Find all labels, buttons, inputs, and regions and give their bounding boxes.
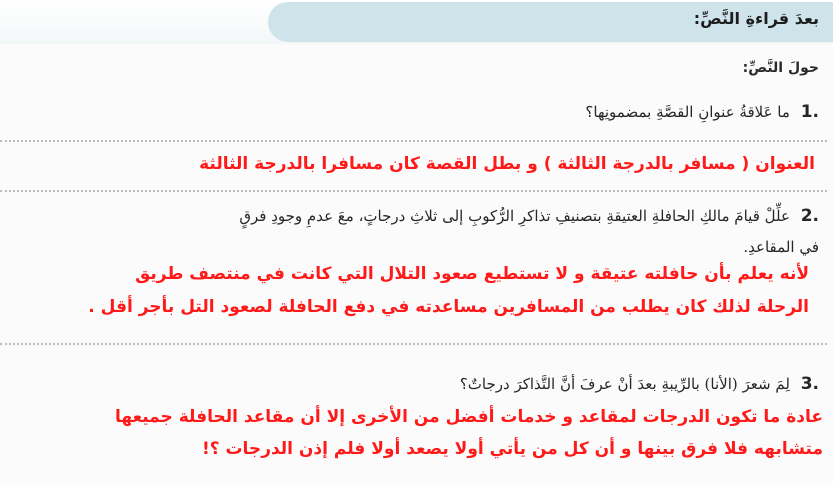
answer-2-line-1: لأنه يعلم بأن حافلته عتيقة و لا تستطيع صعود التلال التي كانت في منتصف طريق bbox=[135, 264, 809, 284]
question-2-text: علِّلْ قيامَ مالكِ الحافلةِ العتيقةِ بتصنيفِ تذاكرِ الرُّكوبِ إلى ثلاثِ درجاتٍ، معَ عدمِ وجودِ فرقٍ bbox=[239, 207, 790, 225]
question-1-text: ما عَلاقةُ عنوانِ القصَّةِ بمضمونِها؟ bbox=[585, 103, 790, 121]
answer-1: العنوان ( مسافر بالدرجة الثالثة ) و بطل القصة كان مسافرا بالدرجة الثالثة bbox=[199, 154, 815, 174]
section-subtitle: حولَ النَّصِّ: bbox=[742, 60, 819, 76]
answer-line-dotted bbox=[0, 190, 827, 192]
answer-3-line-1: عادة ما تكون الدرجات لمقاعد و خدمات أفضل من الأخرى إلا أن مقاعد الحافلة جميعها bbox=[115, 407, 823, 427]
question-1-number: .1 bbox=[800, 102, 819, 122]
header-title: بعدَ قراءةِ النَّصِّ: bbox=[693, 9, 819, 28]
question-3-number: .3 bbox=[800, 374, 819, 394]
question-2-number: .2 bbox=[800, 206, 819, 226]
question-3 bbox=[460, 374, 819, 394]
answer-line-dotted bbox=[0, 343, 827, 345]
question-2 bbox=[239, 206, 819, 226]
header-pill bbox=[268, 2, 833, 42]
header-band bbox=[0, 0, 833, 44]
answer-3-line-2: متشابهه فلا فرق بينها و أن كل من يأتي أولا يصعد أولا فلم إذن الدرجات ؟! bbox=[201, 439, 823, 459]
question-2-continuation: في المقاعدِ. bbox=[743, 238, 819, 256]
answer-line-dotted bbox=[0, 140, 827, 142]
question-3-text: لِمَ شعرَ (الأنا) بالرِّيبةِ بعدَ أنْ عرفَ أنَّ التَّذاكرَ درجاتٌ؟ bbox=[459, 375, 790, 393]
answer-2-line-2: الرحلة لذلك كان يطلب من المسافرين مساعدته في دفع الحافلة لصعود التل بأجر أقل . bbox=[88, 297, 809, 317]
question-1 bbox=[585, 102, 819, 122]
